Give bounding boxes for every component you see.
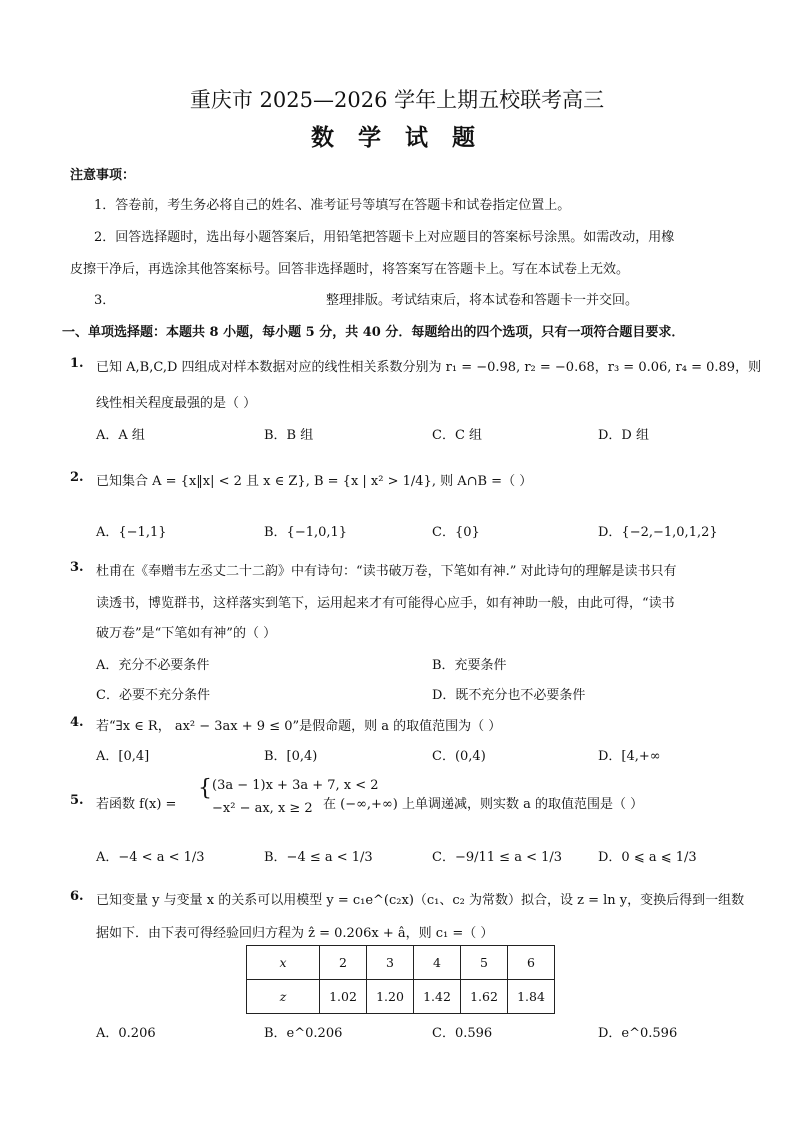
q6-data-table: [246, 945, 555, 1014]
notice-item-2-cont: 皮擦干净后，再选涂其他答案标号。回答非选择题时，将答案写在答题卡上。写在本试卷上无效。: [70, 262, 630, 277]
table-cell: 2: [320, 946, 367, 980]
q1-option-d: D．D 组: [598, 428, 649, 443]
q4-number: 4.: [70, 715, 84, 730]
notice-item-3-cont: 整理排版。考试结束后，将本试卷和答题卡一并交回。: [326, 293, 639, 308]
q5-option-c: C．−9/11 ≤ a < 1/3: [432, 850, 563, 865]
q6-option-a: A．0.206: [96, 1026, 156, 1041]
notice-heading: 注意事项：: [70, 168, 136, 183]
q5-number: 5.: [70, 793, 84, 808]
q2-number: 2.: [70, 470, 84, 485]
q4-option-c: C．(0,4): [432, 749, 486, 764]
q6-option-c: C．0.596: [432, 1026, 493, 1041]
table-cell: 4: [414, 946, 461, 980]
table-cell: 1.02: [320, 980, 367, 1014]
section-heading: 一、单项选择题：本题共 8 小题，每小题 5 分，共 40 分．每题给出的四个选项，只有一项符合题目要求．: [62, 325, 685, 340]
q6-stem-cont: 据如下．由下表可得经验回归方程为 ẑ = 0.206x + â，则 c₁ =（ ）: [96, 926, 494, 941]
q4-option-b: B．[0,4): [264, 749, 318, 764]
table-row: [247, 946, 555, 980]
table-cell: 1.62: [461, 980, 508, 1014]
q1-option-c: C．C 组: [432, 428, 483, 443]
exam-subtitle: 数 学 试 题: [310, 124, 484, 151]
q3-stem-cont-2: 破万卷”是“下笔如有神”的（ ）: [96, 626, 277, 641]
table-cell: 5: [461, 946, 508, 980]
q3-number: 3.: [70, 560, 84, 575]
table-row: [247, 980, 555, 1014]
q2-stem: 已知集合 A = {x‖x| < 2 且 x ∈ Z}, B = {x | x² > 1/4}, 则 A∩B =（ ）: [96, 474, 533, 489]
table-cell: 1.84: [508, 980, 555, 1014]
q2-option-a: A．{−1,1}: [96, 525, 167, 540]
q6-stem: 已知变量 y 与变量 x 的关系可以用模型 y = c₁e^(c₂x)（c₁、c₂ 为常数）拟合，设 z = ln y，变换后得到一组数: [96, 893, 745, 908]
q5-brace: {: [198, 776, 212, 801]
q1-option-b: B．B 组: [264, 428, 314, 443]
q1-stem: 已知 A,B,C,D 四组成对样本数据对应的线性相关系数分别为 r₁ = −0.98, r₂ = −0.68，r₃ = 0.06, r₄ = 0.89，则: [96, 360, 762, 375]
q5-stem-suffix: 在 (−∞,+∞) 上单调递减，则实数 a 的取值范围是（ ）: [323, 797, 644, 812]
q5-case-2: −x² − ax, x ≥ 2: [212, 801, 313, 816]
notice-item-2: 2．回答选择题时，选出每小题答案后，用铅笔把答题卡上对应题目的答案标号涂黑。如需改动，用橡: [94, 230, 675, 245]
notice-item-1: 1．答卷前，考生务必将自己的姓名、准考证号等填写在答题卡和试卷指定位置上。: [94, 198, 571, 213]
q3-option-a: A．充分不必要条件: [96, 658, 210, 673]
table-cell: 1.20: [367, 980, 414, 1014]
q2-option-c: C．{0}: [432, 525, 480, 540]
q3-option-d: D．既不充分也不必要条件: [432, 688, 586, 703]
q1-stem-cont: 线性相关程度最强的是（ ）: [96, 396, 257, 411]
q5-stem-prefix: 若函数 f(x) =: [96, 797, 177, 812]
q2-option-b: B．{−1,0,1}: [264, 525, 348, 540]
q3-option-b: B．充要条件: [432, 658, 507, 673]
table-header-z: z: [247, 980, 320, 1014]
q3-stem-cont-1: 读透书，博览群书，这样落实到笔下，运用起来才有可能得心应手，如有神助一般，由此可得，“读书: [96, 596, 675, 611]
q6-option-d: D．e^0.596: [598, 1026, 678, 1041]
q4-option-a: A．[0,4]: [96, 749, 150, 764]
q1-number: 1.: [70, 356, 84, 371]
q6-option-b: B．e^0.206: [264, 1026, 343, 1041]
table-cell: 1.42: [414, 980, 461, 1014]
q5-case-1: (3a − 1)x + 3a + 7, x < 2: [212, 778, 379, 793]
q2-option-d: D．{−2,−1,0,1,2}: [598, 525, 718, 540]
q1-option-a: A．A 组: [96, 428, 145, 443]
q4-stem: 若“∃x ∈ R， ax² − 3ax + 9 ≤ 0”是假命题，则 a 的取值范围为（ ）: [96, 719, 502, 734]
q3-stem: 杜甫在《奉赠韦左丞丈二十二韵》中有诗句：“读书破万卷，下笔如有神.” 对此诗句的理解是读书只有: [96, 564, 677, 579]
table-cell: 3: [367, 946, 414, 980]
q6-number: 6.: [70, 889, 84, 904]
table-cell: 6: [508, 946, 555, 980]
exam-title: 重庆市 2025—2026 学年上期五校联考高三: [189, 88, 605, 112]
q4-option-d: D．[4,+∞: [598, 749, 661, 764]
notice-item-3: 3．: [94, 293, 116, 308]
q5-option-b: B．−4 ≤ a < 1/3: [264, 850, 373, 865]
q5-option-d: D．0 ⩽ a ⩽ 1/3: [598, 850, 697, 865]
q5-option-a: A．−4 < a < 1/3: [96, 850, 205, 865]
q3-option-c: C．必要不充分条件: [96, 688, 210, 703]
table-header-x: x: [247, 946, 320, 980]
